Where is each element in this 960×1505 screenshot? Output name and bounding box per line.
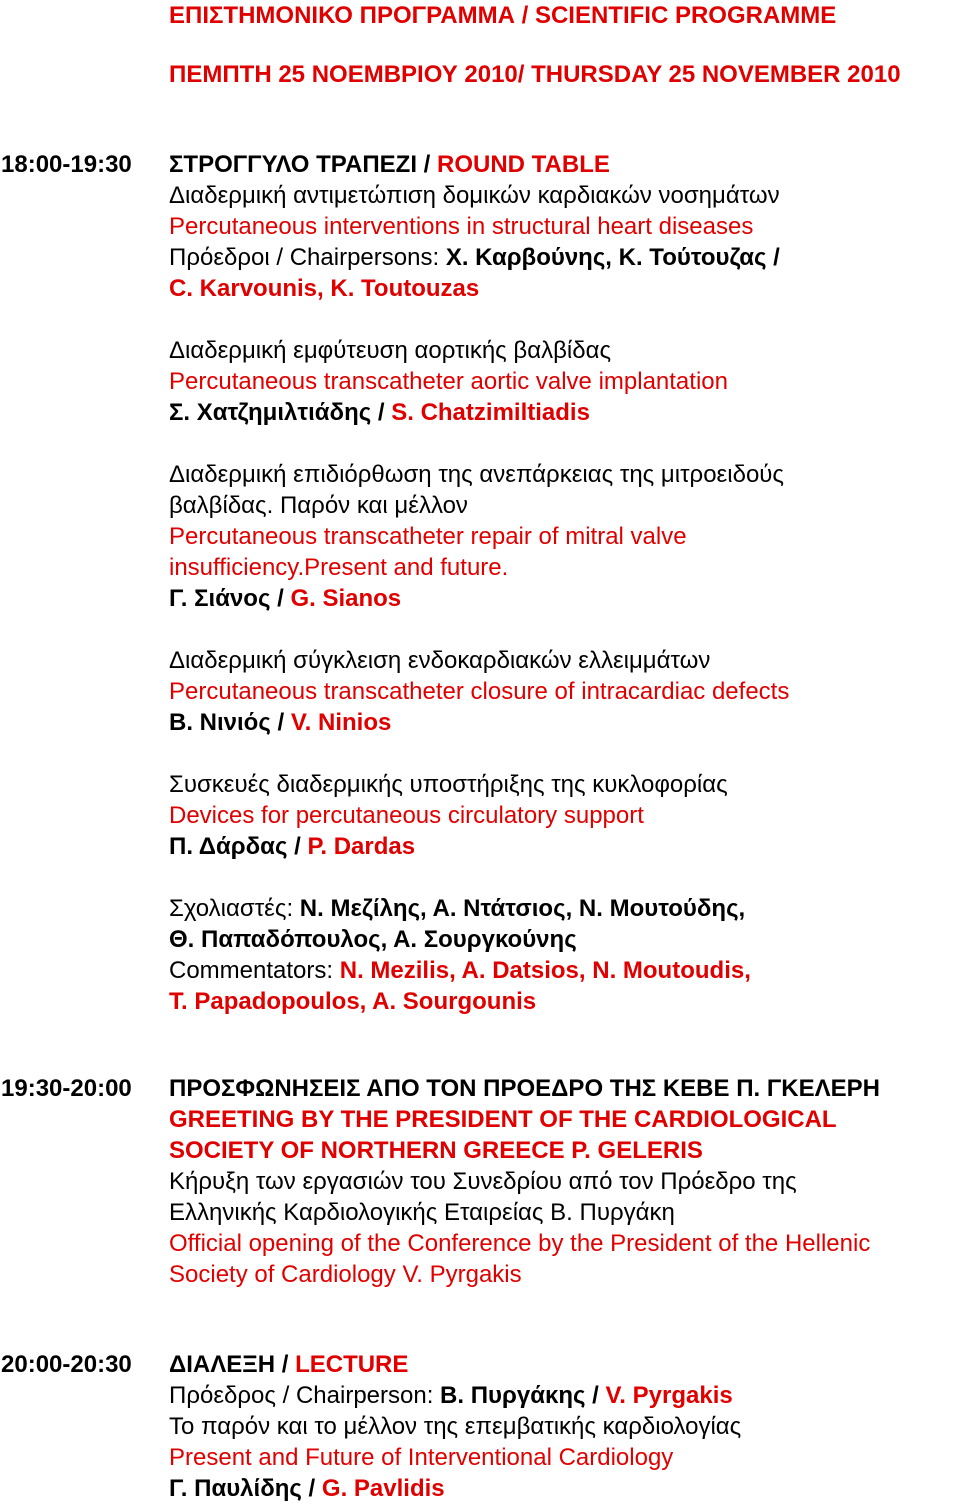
session-type-en: ROUND TABLE bbox=[437, 151, 610, 178]
talk-speaker bbox=[169, 831, 789, 862]
talk-speaker bbox=[169, 707, 789, 738]
speaker-gr: Σ. Χατζημιλτιάδης / bbox=[169, 399, 385, 426]
chairpersons-label: Πρόεδροι / Chairpersons: bbox=[169, 244, 440, 271]
commentators-label-gr: Σχολιαστές: bbox=[169, 895, 294, 922]
lecture-title-gr: Το παρόν και το μέλλον της επεμβατικής καρδιολογίας bbox=[169, 1413, 742, 1440]
programme-date: ΠΕΜΠΤΗ 25 ΝΟΕΜΒΡΙΟΥ 2010/ THURSDAY 25 NOVEMBER 2010 bbox=[169, 61, 901, 88]
session-type bbox=[169, 1349, 741, 1380]
session-time: 18:00-19:30 bbox=[1, 151, 132, 178]
session-content bbox=[169, 149, 789, 1017]
commentators-names-en: T. Papadopoulos, A. Sourgounis bbox=[169, 988, 537, 1015]
greeting-title-en: GREETING BY THE PRESIDENT OF THE CARDIOLOGICAL bbox=[169, 1106, 837, 1133]
chairperson-line bbox=[169, 1380, 741, 1411]
session-type-gr: ΣΤΡΟΓΓΥΛΟ ΤΡΑΠΕΖΙ / bbox=[169, 151, 431, 178]
commentators-label-en: Commentators: bbox=[169, 957, 334, 984]
session-content bbox=[169, 1073, 880, 1290]
greeting-title-en: SOCIETY OF NORTHERN GREECE P. GELERIS bbox=[169, 1137, 703, 1164]
commentators-en bbox=[169, 955, 789, 986]
speaker-en: V. Ninios bbox=[290, 709, 392, 736]
talk-title-en: Devices for percutaneous circulatory support bbox=[169, 802, 644, 829]
speaker-en: G. Sianos bbox=[290, 585, 402, 612]
commentators-names-gr: Θ. Παπαδόπουλος, Α. Σουργκούνης bbox=[169, 926, 577, 953]
talk-title-gr: Συσκευές διαδερμικής υποστήριξης της κυκλοφορίας bbox=[169, 771, 728, 798]
speaker-gr: Γ. Σιάνος / bbox=[169, 585, 284, 612]
talk-title-en: Percutaneous transcatheter repair of mitral valve bbox=[169, 523, 687, 550]
chairpersons-line bbox=[169, 242, 789, 273]
commentators-names-en: N. Mezilis, A. Datsios, N. Moutoudis, bbox=[339, 957, 751, 984]
session-type-en: LECTURE bbox=[295, 1351, 409, 1378]
topic-en: Percutaneous interventions in structural heart diseases bbox=[169, 213, 754, 240]
lecture-title-en: Present and Future of Interventional Cardiology bbox=[169, 1444, 674, 1471]
chairperson-gr: Β. Πυργάκης / bbox=[440, 1382, 599, 1409]
opening-en: Official opening of the Conference by the President of the Hellenic bbox=[169, 1230, 871, 1257]
opening-gr: Ελληνικής Καρδιολογικής Εταιρείας Β. Πυργάκη bbox=[169, 1199, 675, 1226]
opening-gr: Κήρυξη των εργασιών του Συνεδρίου από τον Πρόεδρο της bbox=[169, 1168, 797, 1195]
chairperson-en: V. Pyrgakis bbox=[605, 1382, 733, 1409]
lecture-speaker bbox=[169, 1473, 741, 1504]
session-type bbox=[169, 149, 789, 180]
talk-title-gr: Διαδερμική σύγκλειση ενδοκαρδιακών ελλειμμάτων bbox=[169, 647, 711, 674]
talk-title-en: insufficiency.Present and future. bbox=[169, 554, 509, 581]
talk-title-en: Percutaneous transcatheter aortic valve implantation bbox=[169, 368, 728, 395]
speaker-gr: Γ. Παυλίδης / bbox=[169, 1475, 316, 1502]
speaker-en: S. Chatzimiltiadis bbox=[391, 399, 590, 426]
speaker-gr: Π. Δάρδας / bbox=[169, 833, 301, 860]
programme-title: ΕΠΙΣΤΗΜΟΝΙΚΟ ΠΡΟΓΡΑΜΜΑ / SCIENTIFIC PROGRAMME bbox=[169, 2, 837, 29]
chairpersons-gr: Χ. Καρβούνης, Κ. Τούτουζας / bbox=[445, 244, 780, 271]
chairperson-label: Πρόεδρος / Chairperson: bbox=[169, 1382, 434, 1409]
talk-title-gr: Διαδερμική επιδιόρθωση της ανεπάρκειας της μιτροειδούς bbox=[169, 461, 784, 488]
speaker-en: P. Dardas bbox=[307, 833, 416, 860]
commentators-gr bbox=[169, 893, 789, 924]
chairpersons-en: C. Karvounis, K. Toutouzas bbox=[169, 275, 480, 302]
commentators-names-gr: Ν. Μεζίλης, Α. Ντάτσιος, Ν. Μουτούδης, bbox=[299, 895, 746, 922]
talk-title-en: Percutaneous transcatheter closure of intracardiac defects bbox=[169, 678, 790, 705]
talk-title-gr: βαλβίδας. Παρόν και μέλλον bbox=[169, 492, 468, 519]
opening-en: Society of Cardiology V. Pyrgakis bbox=[169, 1261, 522, 1288]
speaker-gr: Β. Νινιός / bbox=[169, 709, 285, 736]
greeting-title-gr: ΠΡΟΣΦΩΝΗΣΕΙΣ ΑΠΟ ΤΟΝ ΠΡΟΕΔΡΟ ΤΗΣ ΚΕΒΕ Π. ΓΚΕΛΕΡΗ bbox=[169, 1075, 880, 1102]
talk-title-gr: Διαδερμική εμφύτευση αορτικής βαλβίδας bbox=[169, 337, 612, 364]
speaker-en: G. Pavlidis bbox=[321, 1475, 445, 1502]
talk-speaker bbox=[169, 583, 789, 614]
session-time: 20:00-20:30 bbox=[1, 1351, 132, 1378]
talk-speaker bbox=[169, 397, 789, 428]
session-time: 19:30-20:00 bbox=[1, 1075, 132, 1102]
session-type-gr: ΔΙΑΛΕΞΗ / bbox=[169, 1351, 289, 1378]
topic-gr: Διαδερμική αντιμετώπιση δομικών καρδιακών νοσημάτων bbox=[169, 182, 780, 209]
session-content bbox=[169, 1349, 741, 1504]
